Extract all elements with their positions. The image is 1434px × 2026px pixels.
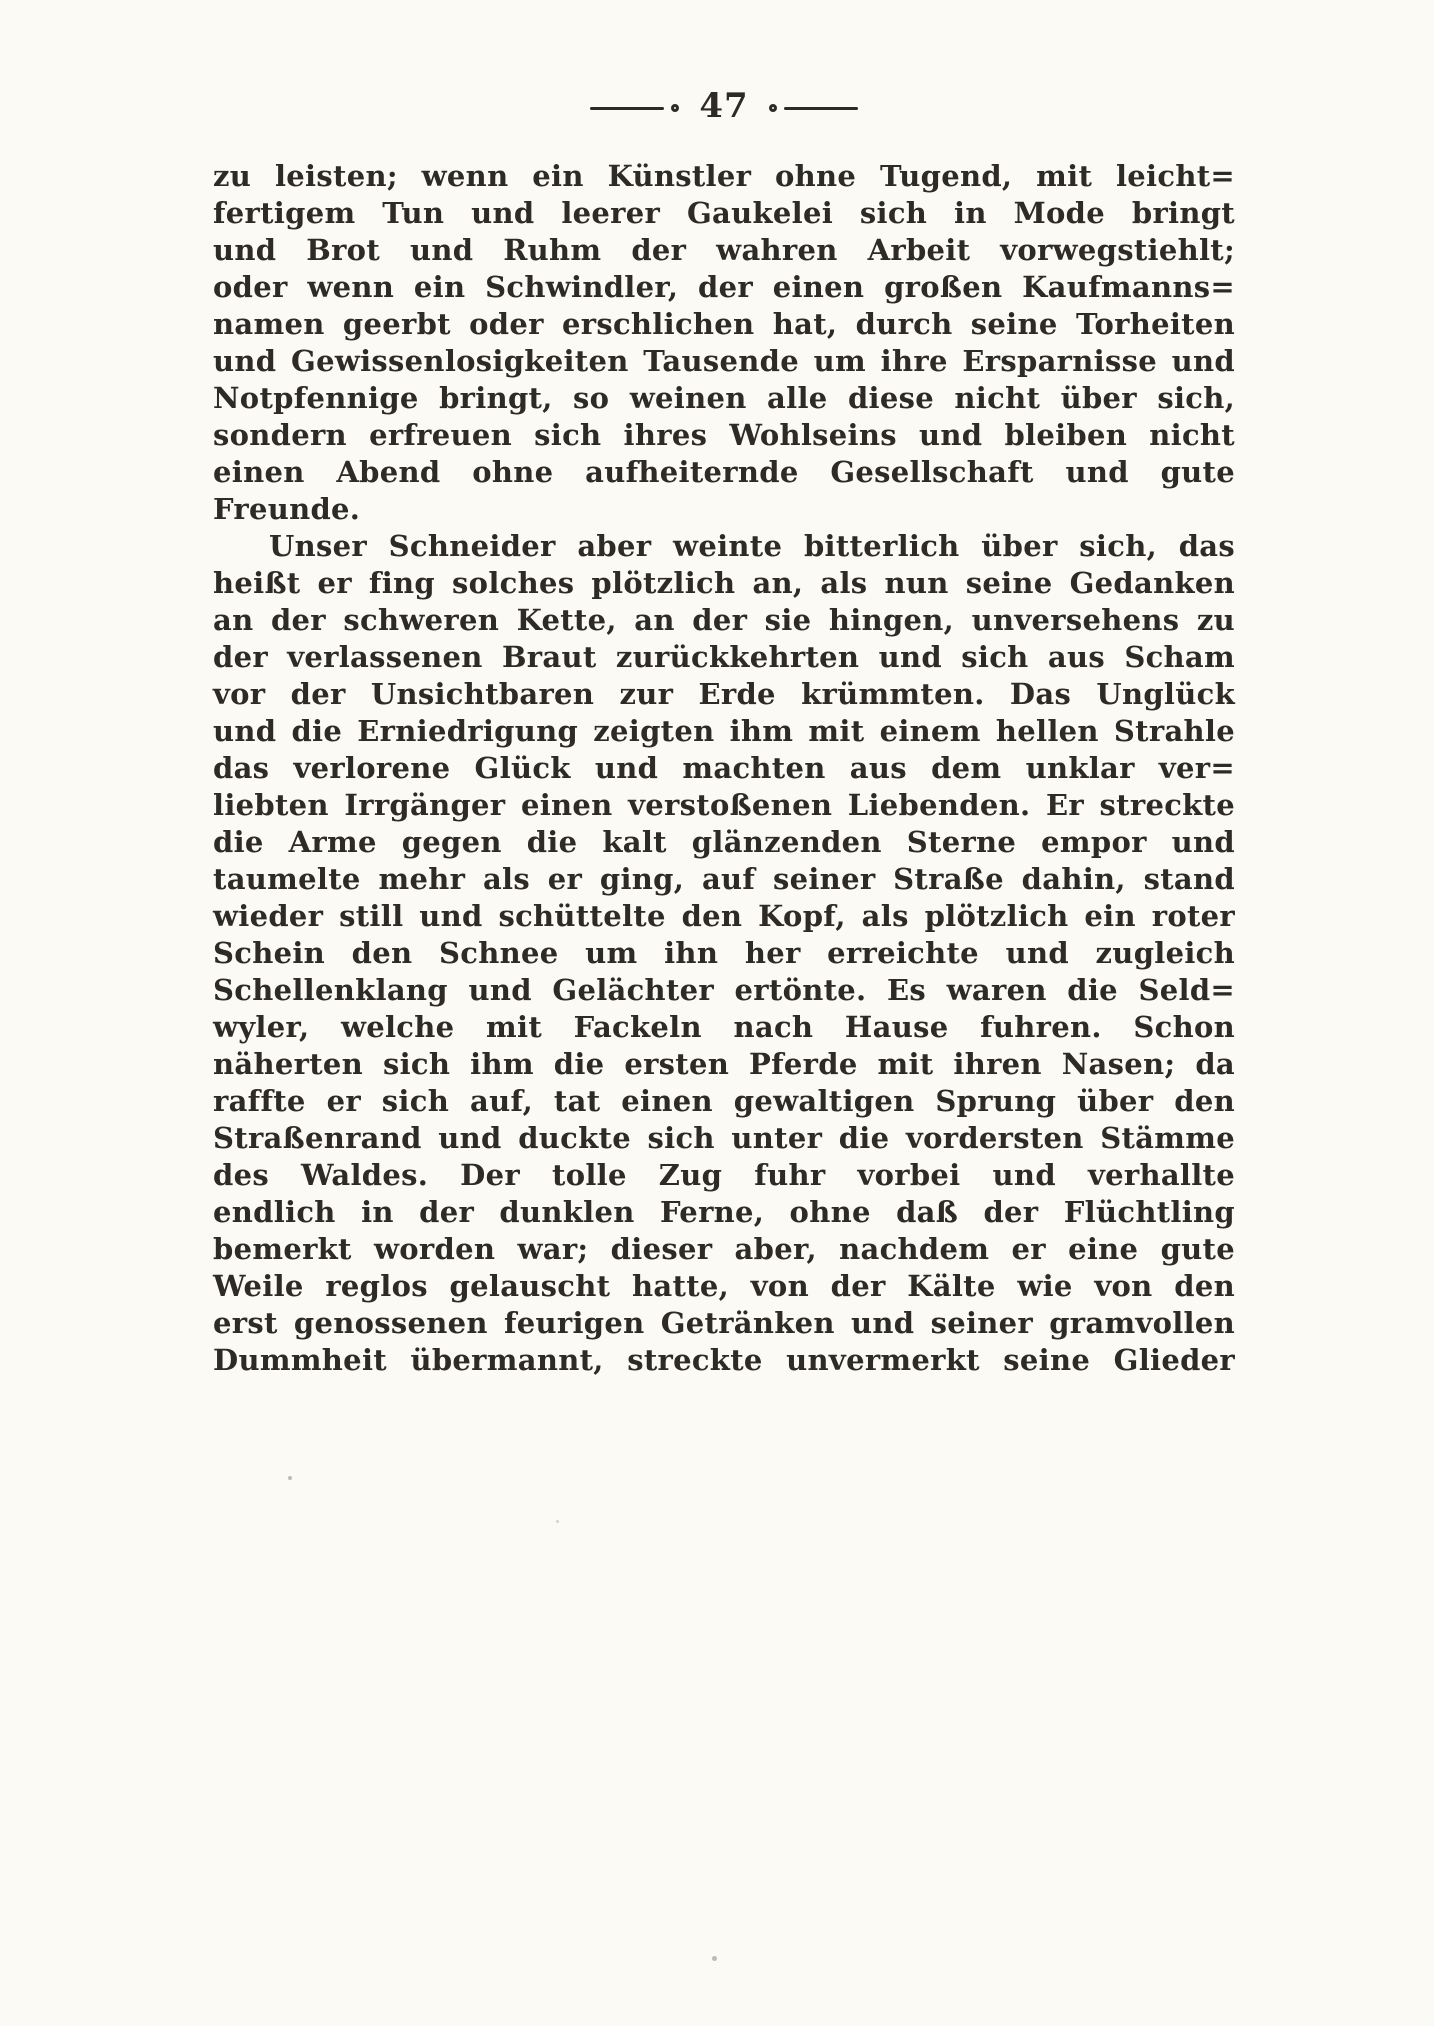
scan-speck [556, 1520, 559, 1523]
text-line: Weile reglos gelauscht hatte, von der Kälte wie von den [213, 1269, 1235, 1303]
text-line: taumelte mehr als er ging, auf seiner Straße dahin, stand [213, 862, 1235, 896]
scan-speck [288, 1476, 292, 1480]
paragraph [213, 528, 1235, 1379]
header-ornament-left [590, 104, 679, 112]
text-line: das verlorene Glück und machten aus dem unklar ver= [213, 751, 1235, 785]
text-line: wyler, welche mit Fackeln nach Hause fuhren. Schon [213, 1010, 1235, 1044]
page-number: 47 [699, 86, 749, 126]
text-line: bemerkt worden war; dieser aber, nachdem er eine gute [213, 1232, 1235, 1266]
ornament-circle-icon [671, 104, 679, 112]
text-line: Freunde. [213, 492, 361, 526]
text-line: der verlassenen Braut zurückkehrten und sich aus Scham [213, 640, 1235, 674]
text-line: des Waldes. Der tolle Zug fuhr vorbei und verhallte [213, 1158, 1235, 1192]
text-line: vor der Unsichtbaren zur Erde krümmten. Das Unglück [213, 677, 1235, 711]
text-line: endlich in der dunklen Ferne, ohne daß der Flüchtling [213, 1195, 1235, 1229]
text-line: Schein den Schnee um ihn her erreichte und zugleich [213, 936, 1235, 970]
text-line: fertigem Tun und leerer Gaukelei sich in Mode bringt [213, 196, 1235, 230]
text-line: erst genossenen feurigen Getränken und seiner gramvollen [213, 1306, 1235, 1340]
ornament-circle-icon [769, 104, 777, 112]
text-line: heißt er fing solches plötzlich an, als nun seine Gedanken [213, 566, 1235, 600]
text-line: sondern erfreuen sich ihres Wohlseins und bleiben nicht [213, 418, 1235, 452]
text-line: zu leisten; wenn ein Künstler ohne Tugend, mit leicht= [213, 159, 1235, 193]
text-line: und Gewissenlosigkeiten Tausende um ihre Ersparnisse und [213, 344, 1235, 378]
paragraph [213, 158, 1235, 528]
text-line: Unser Schneider aber weinte bitterlich über sich, das [269, 529, 1235, 563]
text-line: die Arme gegen die kalt glänzenden Sterne empor und [213, 825, 1235, 859]
page-header [213, 84, 1235, 132]
text-line: oder wenn ein Schwindler, der einen großen Kaufmanns= [213, 270, 1235, 304]
text-line: raffte er sich auf, tat einen gewaltigen Sprung über den [213, 1084, 1235, 1118]
text-line: an der schweren Kette, an der sie hingen, unversehens zu [213, 603, 1235, 637]
header-ornament-right [769, 104, 858, 112]
text-line: und Brot und Ruhm der wahren Arbeit vorwegstiehlt; [213, 233, 1235, 267]
text-line: und die Erniedrigung zeigten ihm mit einem hellen Strahle [213, 714, 1235, 748]
text-line: Straßenrand und duckte sich unter die vordersten Stämme [213, 1121, 1235, 1155]
text-block [213, 158, 1235, 1379]
ornament-rule-icon [784, 107, 858, 110]
text-line: wieder still und schüttelte den Kopf, als plötzlich ein roter [213, 899, 1235, 933]
ornament-rule-icon [590, 107, 664, 110]
text-line: einen Abend ohne aufheiternde Gesellschaft und gute [213, 455, 1235, 489]
text-line: Schellenklang und Gelächter ertönte. Es waren die Seld= [213, 973, 1235, 1007]
scan-speck [712, 1956, 717, 1961]
text-line: näherten sich ihm die ersten Pferde mit ihren Nasen; da [213, 1047, 1235, 1081]
text-line: namen geerbt oder erschlichen hat, durch seine Torheiten [213, 307, 1235, 341]
text-line: liebten Irrgänger einen verstoßenen Liebenden. Er streckte [213, 788, 1235, 822]
text-line: Dummheit übermannt, streckte unvermerkt seine Glieder [213, 1343, 1235, 1377]
text-line: Notpfennige bringt, so weinen alle diese nicht über sich, [213, 381, 1235, 415]
